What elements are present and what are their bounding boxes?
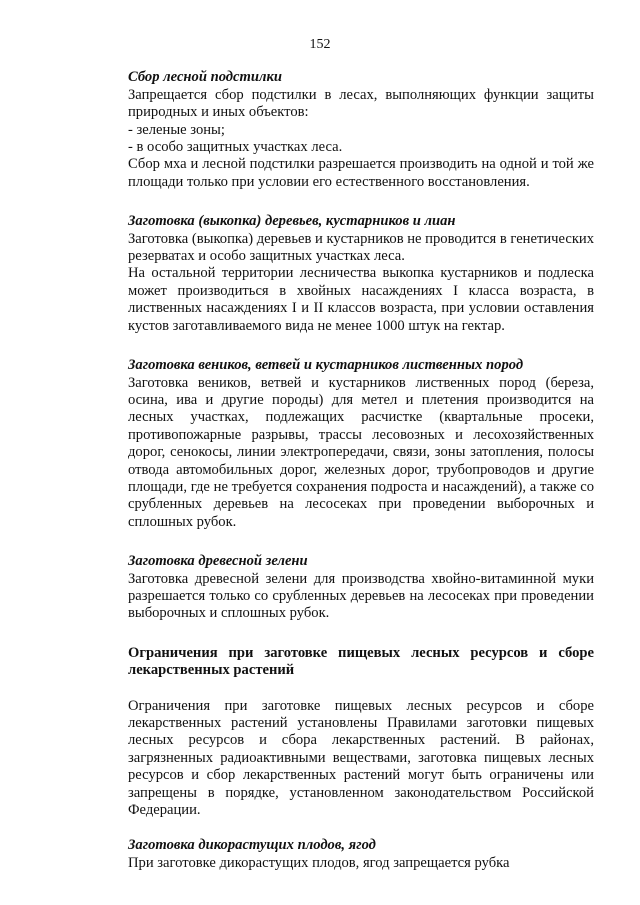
section-title: Заготовка древесной зелени xyxy=(128,553,308,570)
section-title: Заготовка дикорастущих плодов, ягод xyxy=(128,837,376,854)
section-title: Сбор лесной подстилки xyxy=(128,69,282,86)
list-item: - зеленые зоны; xyxy=(128,122,594,139)
section-wild-fruits xyxy=(128,837,594,872)
list-item: - в особо защитных участках леса. xyxy=(128,139,594,156)
section-title: Заготовка (выкопка) деревьев, кустарников и лиан xyxy=(128,213,456,230)
paragraph: Ограничения при заготовке пищевых лесных ресурсов и сборе лекарственных растений установлены Правилами заготовки пищевых лесных ресурсов и сбора лекарственных растений. В районах, загрязненных радиоактивными веществами, заготовка пищевых лесных ресурсов и сбор лекарственных растений могут быть ограничены или запрещены в порядке, установленном законодательством Российской Федерации. xyxy=(128,697,594,819)
section-litter-collection xyxy=(128,69,594,191)
paragraph: Заготовка веников, ветвей и кустарников лиственных пород (береза, осина, ива и другие породы) для метел и плетения производится на лесных участках, подлежащих расчистке (квартальные просеки, противопожарные разрывы, трассы лесовозных и лесохозяйственных дорог, сенокосы, линии электропередачи, связи, зоны затопления, полосы отвода автомобильных дорог, железных дорог, трубопроводов и другие площади, где не требуется сохранения подроста и насаждений), а также со срубленных деревьев на лесосеках при проведении выборочных и сплошных рубок. xyxy=(128,374,594,530)
paragraph: При заготовке дикорастущих плодов, ягод запрещается рубка xyxy=(128,854,510,871)
paragraph: Сбор мха и лесной подстилки разрешается производить на одной и той же площади только при условии его естественного восстановления. xyxy=(128,156,594,190)
section-heading: Ограничения при заготовке пищевых лесных ресурсов и сборе лекарственных растений xyxy=(128,644,594,679)
section-title: Заготовка веников, ветвей и кустарников лиственных пород xyxy=(128,357,524,374)
paragraph: Заготовка (выкопка) деревьев и кустарников не проводится в генетических резерватах и особо защитных участках леса. xyxy=(128,230,595,265)
paragraph: Запрещается сбор подстилки в лесах, выполняющих функции защиты природных и иных объектов: xyxy=(128,86,594,121)
section-food-resources-restrictions xyxy=(128,645,594,820)
paragraph: Заготовка древесной зелени для производства хвойно-витаминной муки разрешается только со срубленных деревьев на лесосеках при проведении выборочных и сплошных рубок. xyxy=(128,570,594,622)
paragraph: На остальной территории лесничества выкопка кустарников и подлеска может производиться в хвойных насаждениях I класса возраста, в лиственных насаждениях I и II классов возраста, при условии оставления кустов заготавливаемого вида не менее 1000 штук на гектар. xyxy=(128,265,594,334)
section-greenery xyxy=(128,553,594,623)
page-number: 152 xyxy=(309,37,331,52)
section-tree-digging xyxy=(128,213,594,335)
section-brooms-branches xyxy=(128,357,594,531)
dash-list xyxy=(128,122,594,157)
